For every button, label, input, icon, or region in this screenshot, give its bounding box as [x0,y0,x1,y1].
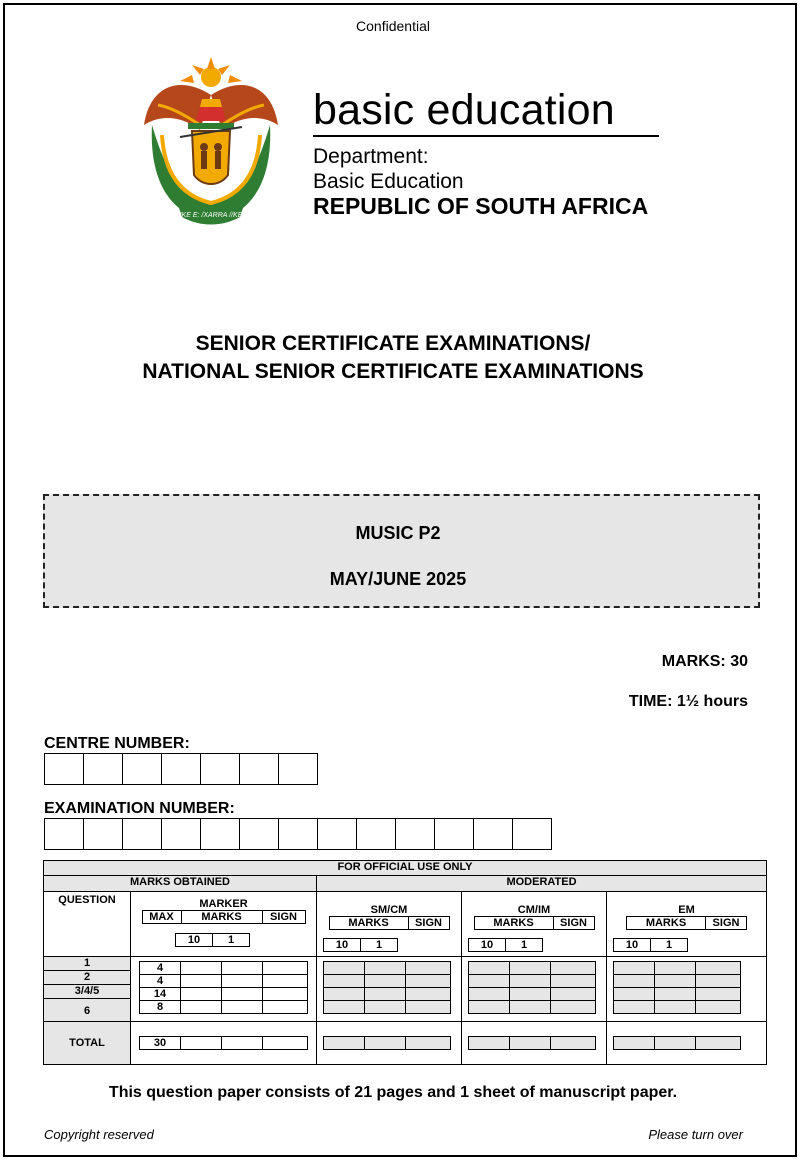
centre-number-boxes [44,753,317,785]
smcm-entry-grid [323,961,451,1014]
centre-number-cell[interactable] [83,753,123,785]
em-indicator [613,938,688,952]
marker-label: MARKER [199,898,248,910]
smcm-total-grid [323,1036,451,1050]
sign-entry[interactable] [263,975,308,988]
marks-entry[interactable] [510,962,551,975]
exam-title-line2: NATIONAL SENIOR CERTIFICATE EXAMINATIONS [142,360,644,383]
marks-entry[interactable] [614,975,655,988]
sign-entry[interactable] [696,975,741,988]
page-count-note: This question paper consists of 21 pages and 1 sheet of manuscript paper. [108,1084,678,1101]
marker-header-cell [131,892,317,957]
marks-entry[interactable] [365,1001,406,1014]
marks-entry[interactable] [655,988,696,1001]
marks-entry[interactable] [469,1001,510,1014]
total-entry[interactable] [655,1037,696,1050]
em-label: EM [678,904,695,916]
exam-number-cell[interactable] [395,818,435,850]
marks-entry[interactable] [614,1001,655,1014]
marker-entry-cell [131,957,317,1022]
indicator-10: 10 [469,939,506,952]
sign-entry[interactable] [406,975,451,988]
country-name: REPUBLIC OF SOUTH AFRICA [313,193,649,219]
subject-box [43,494,760,608]
marks-entry[interactable] [469,962,510,975]
sign-entry[interactable] [551,962,596,975]
centre-number-cell[interactable] [161,753,201,785]
marks-entry[interactable] [365,988,406,1001]
marks-label: MARKS [627,917,706,930]
total-entry[interactable] [324,1037,365,1050]
cmim-total-cell [462,1022,607,1065]
marks-entry[interactable] [222,975,263,988]
marks-entry[interactable] [614,988,655,1001]
turn-over-text: Please turn over [648,1127,743,1142]
max-value: 4 [140,962,181,975]
smcm-header-cell [317,892,462,957]
sign-label: SIGN [706,917,747,930]
centre-number-label: CENTRE NUMBER: [44,735,190,752]
total-entry[interactable] [614,1037,655,1050]
indicator-1: 1 [651,939,688,952]
exam-number-cell[interactable] [44,818,84,850]
question-list-cell [44,957,131,1022]
marks-entry[interactable] [469,988,510,1001]
marker-indicator [175,933,250,947]
cmim-total-grid [468,1036,596,1050]
sign-entry[interactable] [263,1001,308,1014]
marks-entry[interactable] [365,975,406,988]
marks-entry[interactable] [324,988,365,1001]
total-entry[interactable] [510,1037,551,1050]
sign-entry[interactable] [406,962,451,975]
exam-number-cell[interactable] [473,818,513,850]
indicator-10: 10 [614,939,651,952]
exam-number-cell[interactable] [317,818,357,850]
exam-number-cell[interactable] [512,818,552,850]
question-header: QUESTION [44,892,131,957]
exam-number-label: EXAMINATION NUMBER: [44,800,235,817]
sign-entry[interactable] [406,1001,451,1014]
centre-number-cell[interactable] [200,753,240,785]
marker-entry-grid [139,961,308,1014]
total-label: TOTAL [44,1022,131,1065]
exam-session: MAY/JUNE 2025 [329,569,467,589]
marker-total-cell [131,1022,317,1065]
marks-entry[interactable] [324,975,365,988]
total-entry[interactable] [365,1037,406,1050]
marks-entry[interactable] [655,975,696,988]
em-total-cell [607,1022,767,1065]
exam-number-cell[interactable] [434,818,474,850]
cmim-indicator [468,938,543,952]
sign-entry[interactable] [406,988,451,1001]
exam-number-cell[interactable] [83,818,123,850]
em-header-cell [607,892,767,957]
total-marks: MARKS: 30 [661,653,748,670]
marks-entry[interactable] [181,1001,222,1014]
total-entry[interactable] [222,1037,263,1050]
total-sign[interactable] [406,1037,451,1050]
marks-entry[interactable] [510,975,551,988]
marks-entry[interactable] [181,988,222,1001]
logo-text: basic education [313,86,615,134]
smcm-subheader [329,916,450,930]
centre-number-cell[interactable] [278,753,318,785]
total-sign[interactable] [551,1037,596,1050]
smcm-indicator [323,938,398,952]
subject-name: MUSIC P2 [355,523,441,543]
cmim-entry-cell [462,957,607,1022]
cmim-entry-grid [468,961,596,1014]
sign-label: SIGN [262,911,305,924]
cmim-subheader [474,916,595,930]
smcm-total-cell [317,1022,462,1065]
total-sign[interactable] [696,1037,741,1050]
marks-label: MARKS [329,917,408,930]
exam-time: TIME: 1½ hours [628,693,748,710]
department-name [313,144,464,194]
indicator-1: 1 [213,934,250,947]
indicator-10: 10 [176,934,213,947]
centre-number-cell[interactable] [44,753,84,785]
indicator-1: 1 [361,939,398,952]
question-row: 2 [44,971,130,985]
total-entry[interactable] [181,1037,222,1050]
marks-entry[interactable] [655,1001,696,1014]
cmim-label: CM/IM [517,904,551,916]
max-value: 4 [140,975,181,988]
em-entry-grid [613,961,741,1014]
exam-number-cell[interactable] [239,818,279,850]
question-row: 6 [44,999,130,1021]
max-value: 14 [140,988,181,1001]
official-use-header: FOR OFFICIAL USE ONLY [44,861,767,876]
official-use-table [43,860,767,1065]
max-value: 8 [140,1001,181,1014]
marks-entry[interactable] [469,975,510,988]
centre-number-cell[interactable] [239,753,279,785]
copyright-text: Copyright reserved [44,1127,154,1142]
em-total-grid [613,1036,741,1050]
marks-label: MARKS [181,911,262,924]
indicator-1: 1 [506,939,543,952]
em-entry-cell [607,957,767,1022]
question-row: 1 [44,957,130,971]
marks-entry[interactable] [324,962,365,975]
svg-text:!KE E: /XARRA //KE: !KE E: /XARRA //KE [179,212,243,219]
moderated-header: MODERATED [317,876,767,892]
sign-entry[interactable] [551,975,596,988]
indicator-10: 10 [324,939,361,952]
centre-number-cell[interactable] [122,753,162,785]
marker-total-grid [139,1036,308,1050]
sign-entry[interactable] [263,962,308,975]
question-row: 3/4/5 [44,985,130,999]
exam-title-line1: SENIOR CERTIFICATE EXAMINATIONS/ [195,332,591,355]
exam-number-cell[interactable] [161,818,201,850]
sign-entry[interactable] [696,988,741,1001]
smcm-label: SM/CM [370,904,408,916]
logo-underline [313,135,659,137]
smcm-entry-cell [317,957,462,1022]
marks-entry[interactable] [181,962,222,975]
marks-entry[interactable] [510,1001,551,1014]
sign-entry[interactable] [551,988,596,1001]
marks-entry[interactable] [655,962,696,975]
marks-entry[interactable] [614,962,655,975]
exam-number-cell[interactable] [278,818,318,850]
sign-label: SIGN [408,917,449,930]
confidential-label: Confidential [356,18,430,34]
coat-of-arms-icon [140,55,282,230]
marks-entry[interactable] [222,1001,263,1014]
sign-entry[interactable] [263,988,308,1001]
total-entry[interactable] [469,1037,510,1050]
exam-title [0,330,786,386]
marks-obtained-header: MARKS OBTAINED [44,876,317,892]
sign-entry[interactable] [696,1001,741,1014]
marks-entry[interactable] [222,988,263,1001]
max-label: MAX [142,911,181,924]
marks-entry[interactable] [181,975,222,988]
marker-subheader [142,910,306,924]
marks-entry[interactable] [222,962,263,975]
exam-number-cell[interactable] [122,818,162,850]
exam-number-cell[interactable] [356,818,396,850]
department-line2: Basic Education [313,170,464,193]
exam-number-boxes [44,818,551,850]
cmim-header-cell [462,892,607,957]
sign-entry[interactable] [551,1001,596,1014]
total-sign[interactable] [263,1037,308,1050]
em-subheader [626,916,747,930]
marks-entry[interactable] [510,988,551,1001]
marks-label: MARKS [474,917,553,930]
total-max-value: 30 [140,1037,181,1050]
marks-entry[interactable] [365,962,406,975]
sign-entry[interactable] [696,962,741,975]
sign-label: SIGN [553,917,594,930]
marks-entry[interactable] [324,1001,365,1014]
exam-number-cell[interactable] [200,818,240,850]
department-line1: Department: [313,145,429,168]
